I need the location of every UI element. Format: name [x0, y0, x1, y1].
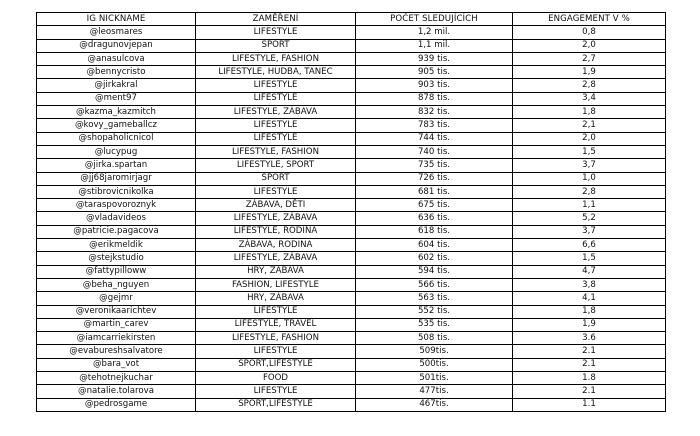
- header-ig-nickname: IG NICKNAME: [37, 13, 196, 26]
- cell-nickname: @stejkstudio: [37, 252, 196, 265]
- cell-engagement: 2,7: [513, 52, 666, 65]
- table-row: [37, 26, 666, 39]
- cell-engagement: 3.6: [513, 332, 666, 345]
- cell-followers: 939 tis.: [356, 52, 513, 65]
- cell-followers: 735 tis.: [356, 159, 513, 172]
- cell-engagement: 4,1: [513, 292, 666, 305]
- cell-followers: 566 tis.: [356, 278, 513, 291]
- table-row: [37, 199, 666, 212]
- cell-focus: LIFESTYLE: [196, 345, 356, 358]
- cell-engagement: 3,8: [513, 278, 666, 291]
- table-row: [37, 172, 666, 185]
- table-row: [37, 52, 666, 65]
- cell-followers: 636 tis.: [356, 212, 513, 225]
- table-row: [37, 106, 666, 119]
- table-row: [37, 39, 666, 52]
- cell-engagement: 1,9: [513, 66, 666, 79]
- table-row: [37, 305, 666, 318]
- table-row: [37, 119, 666, 132]
- cell-nickname: @leosmares: [37, 26, 196, 39]
- cell-engagement: 1,5: [513, 145, 666, 158]
- cell-engagement: 1.8: [513, 372, 666, 385]
- cell-focus: LIFESTYLE: [196, 26, 356, 39]
- table-row: [37, 265, 666, 278]
- cell-nickname: @vladavideos: [37, 212, 196, 225]
- table-row: [37, 145, 666, 158]
- cell-focus: LIFESTYLE, FASHION: [196, 332, 356, 345]
- cell-engagement: 1,1: [513, 199, 666, 212]
- cell-engagement: 2.1: [513, 345, 666, 358]
- table-row: [37, 318, 666, 331]
- cell-followers: 903 tis.: [356, 79, 513, 92]
- cell-followers: 905 tis.: [356, 66, 513, 79]
- cell-engagement: 5,2: [513, 212, 666, 225]
- cell-focus: LIFESTYLE: [196, 385, 356, 398]
- cell-focus: HRY, ZÁBAVA: [196, 292, 356, 305]
- cell-nickname: @natalie.tolarova: [37, 385, 196, 398]
- cell-focus: FOOD: [196, 372, 356, 385]
- header-focus: ZAMĚŘENÍ: [196, 13, 356, 26]
- cell-engagement: 4,7: [513, 265, 666, 278]
- cell-nickname: @jj68jaromirjagr: [37, 172, 196, 185]
- cell-focus: LIFESTYLE, TRAVEL: [196, 318, 356, 331]
- cell-focus: LIFESTYLE: [196, 305, 356, 318]
- cell-followers: 1,2 mil.: [356, 26, 513, 39]
- cell-nickname: @jirka.spartan: [37, 159, 196, 172]
- cell-followers: 618 tis.: [356, 225, 513, 238]
- table-body: [37, 26, 666, 412]
- cell-focus: SPORT: [196, 39, 356, 52]
- cell-nickname: @lucypug: [37, 145, 196, 158]
- cell-focus: LIFESTYLE, SPORT: [196, 159, 356, 172]
- cell-nickname: @jirkakral: [37, 79, 196, 92]
- table-row: [37, 66, 666, 79]
- cell-nickname: @patricie.pagacova: [37, 225, 196, 238]
- cell-followers: 500tis.: [356, 358, 513, 371]
- cell-focus: LIFESTYLE: [196, 119, 356, 132]
- cell-followers: 477tis.: [356, 385, 513, 398]
- cell-nickname: @taraspovoroznyk: [37, 199, 196, 212]
- cell-engagement: 2,8: [513, 79, 666, 92]
- table-row: [37, 225, 666, 238]
- table-row: [37, 132, 666, 145]
- table-header-row: [37, 13, 666, 26]
- cell-followers: 740 tis.: [356, 145, 513, 158]
- cell-nickname: @bara_vot: [37, 358, 196, 371]
- cell-engagement: 2.1: [513, 358, 666, 371]
- cell-focus: LIFESTYLE: [196, 185, 356, 198]
- cell-followers: 1,1 mil.: [356, 39, 513, 52]
- cell-nickname: @gejmr: [37, 292, 196, 305]
- cell-nickname: @bennycristo: [37, 66, 196, 79]
- cell-nickname: @beha_nguyen: [37, 278, 196, 291]
- cell-nickname: @evabureshsalvatore: [37, 345, 196, 358]
- influencer-table-container: [36, 12, 665, 412]
- cell-followers: 594 tis.: [356, 265, 513, 278]
- cell-nickname: @ment97: [37, 92, 196, 105]
- cell-engagement: 6,6: [513, 239, 666, 252]
- cell-nickname: @stibrovicnikolka: [37, 185, 196, 198]
- cell-focus: FASHION, LIFESTYLE: [196, 278, 356, 291]
- table-row: [37, 212, 666, 225]
- table-row: [37, 358, 666, 371]
- table-row: [37, 185, 666, 198]
- cell-focus: SPORT,LIFESTYLE: [196, 358, 356, 371]
- cell-engagement: 1,8: [513, 305, 666, 318]
- cell-focus: ZÁBAVA, RODINA: [196, 239, 356, 252]
- cell-followers: 509tis.: [356, 345, 513, 358]
- cell-engagement: 1.1: [513, 398, 666, 411]
- cell-focus: LIFESTYLE: [196, 92, 356, 105]
- cell-followers: 552 tis.: [356, 305, 513, 318]
- cell-nickname: @kazma_kazmitch: [37, 106, 196, 119]
- cell-engagement: 3,4: [513, 92, 666, 105]
- cell-nickname: @anasulcova: [37, 52, 196, 65]
- cell-followers: 604 tis.: [356, 239, 513, 252]
- cell-nickname: @fattypilloww: [37, 265, 196, 278]
- cell-followers: 675 tis.: [356, 199, 513, 212]
- cell-engagement: 3,7: [513, 225, 666, 238]
- table-row: [37, 345, 666, 358]
- cell-nickname: @shopaholicnicol: [37, 132, 196, 145]
- cell-engagement: 2.1: [513, 385, 666, 398]
- cell-followers: 681 tis.: [356, 185, 513, 198]
- cell-followers: 508 tis.: [356, 332, 513, 345]
- table-row: [37, 92, 666, 105]
- cell-nickname: @erikmeldik: [37, 239, 196, 252]
- cell-engagement: 1,0: [513, 172, 666, 185]
- table-row: [37, 372, 666, 385]
- table-row: [37, 79, 666, 92]
- cell-nickname: @tehotnejkuchar: [37, 372, 196, 385]
- cell-engagement: 1,9: [513, 318, 666, 331]
- cell-engagement: 2,1: [513, 119, 666, 132]
- cell-engagement: 1,8: [513, 106, 666, 119]
- cell-nickname: @kovy_gameballcz: [37, 119, 196, 132]
- cell-followers: 467tis.: [356, 398, 513, 411]
- cell-nickname: @dragunovjepan: [37, 39, 196, 52]
- cell-followers: 878 tis.: [356, 92, 513, 105]
- cell-focus: LIFESTYLE, RODINA: [196, 225, 356, 238]
- cell-focus: LIFESTYLE, FASHION: [196, 145, 356, 158]
- cell-engagement: 2,0: [513, 132, 666, 145]
- cell-focus: LIFESTYLE, FASHION: [196, 52, 356, 65]
- cell-followers: 832 tis.: [356, 106, 513, 119]
- cell-followers: 744 tis.: [356, 132, 513, 145]
- cell-engagement: 1,5: [513, 252, 666, 265]
- table-row: [37, 252, 666, 265]
- cell-engagement: 2,8: [513, 185, 666, 198]
- cell-focus: LIFESTYLE, HUDBA, TANEC: [196, 66, 356, 79]
- cell-focus: LIFESTYLE: [196, 79, 356, 92]
- cell-nickname: @iamcarriekirsten: [37, 332, 196, 345]
- table-row: [37, 278, 666, 291]
- cell-focus: SPORT,LIFESTYLE: [196, 398, 356, 411]
- cell-focus: SPORT: [196, 172, 356, 185]
- cell-focus: ZÁBAVA, DĚTI: [196, 199, 356, 212]
- cell-followers: 726 tis.: [356, 172, 513, 185]
- influencer-table: [36, 12, 666, 412]
- cell-engagement: 0,8: [513, 26, 666, 39]
- cell-focus: LIFESTYLE, ZÁBAVA: [196, 212, 356, 225]
- table-row: [37, 398, 666, 411]
- table-row: [37, 292, 666, 305]
- table-row: [37, 239, 666, 252]
- cell-focus: LIFESTYLE: [196, 132, 356, 145]
- cell-followers: 535 tis.: [356, 318, 513, 331]
- cell-focus: LIFESTYLE, ZÁBAVA: [196, 252, 356, 265]
- cell-focus: LIFESTYLE, ZÁBAVA: [196, 106, 356, 119]
- cell-engagement: 2,0: [513, 39, 666, 52]
- cell-engagement: 3,7: [513, 159, 666, 172]
- table-row: [37, 332, 666, 345]
- header-followers: POČET SLEDUJÍCÍCH: [356, 13, 513, 26]
- cell-nickname: @veronikaarichtev: [37, 305, 196, 318]
- table-row: [37, 159, 666, 172]
- cell-followers: 563 tis.: [356, 292, 513, 305]
- cell-nickname: @pedrosgame: [37, 398, 196, 411]
- cell-nickname: @martin_carev: [37, 318, 196, 331]
- table-row: [37, 385, 666, 398]
- header-engagement: ENGAGEMENT V %: [513, 13, 666, 26]
- cell-followers: 501tis.: [356, 372, 513, 385]
- cell-followers: 783 tis.: [356, 119, 513, 132]
- cell-followers: 602 tis.: [356, 252, 513, 265]
- cell-focus: HRY, ZÁBAVA: [196, 265, 356, 278]
